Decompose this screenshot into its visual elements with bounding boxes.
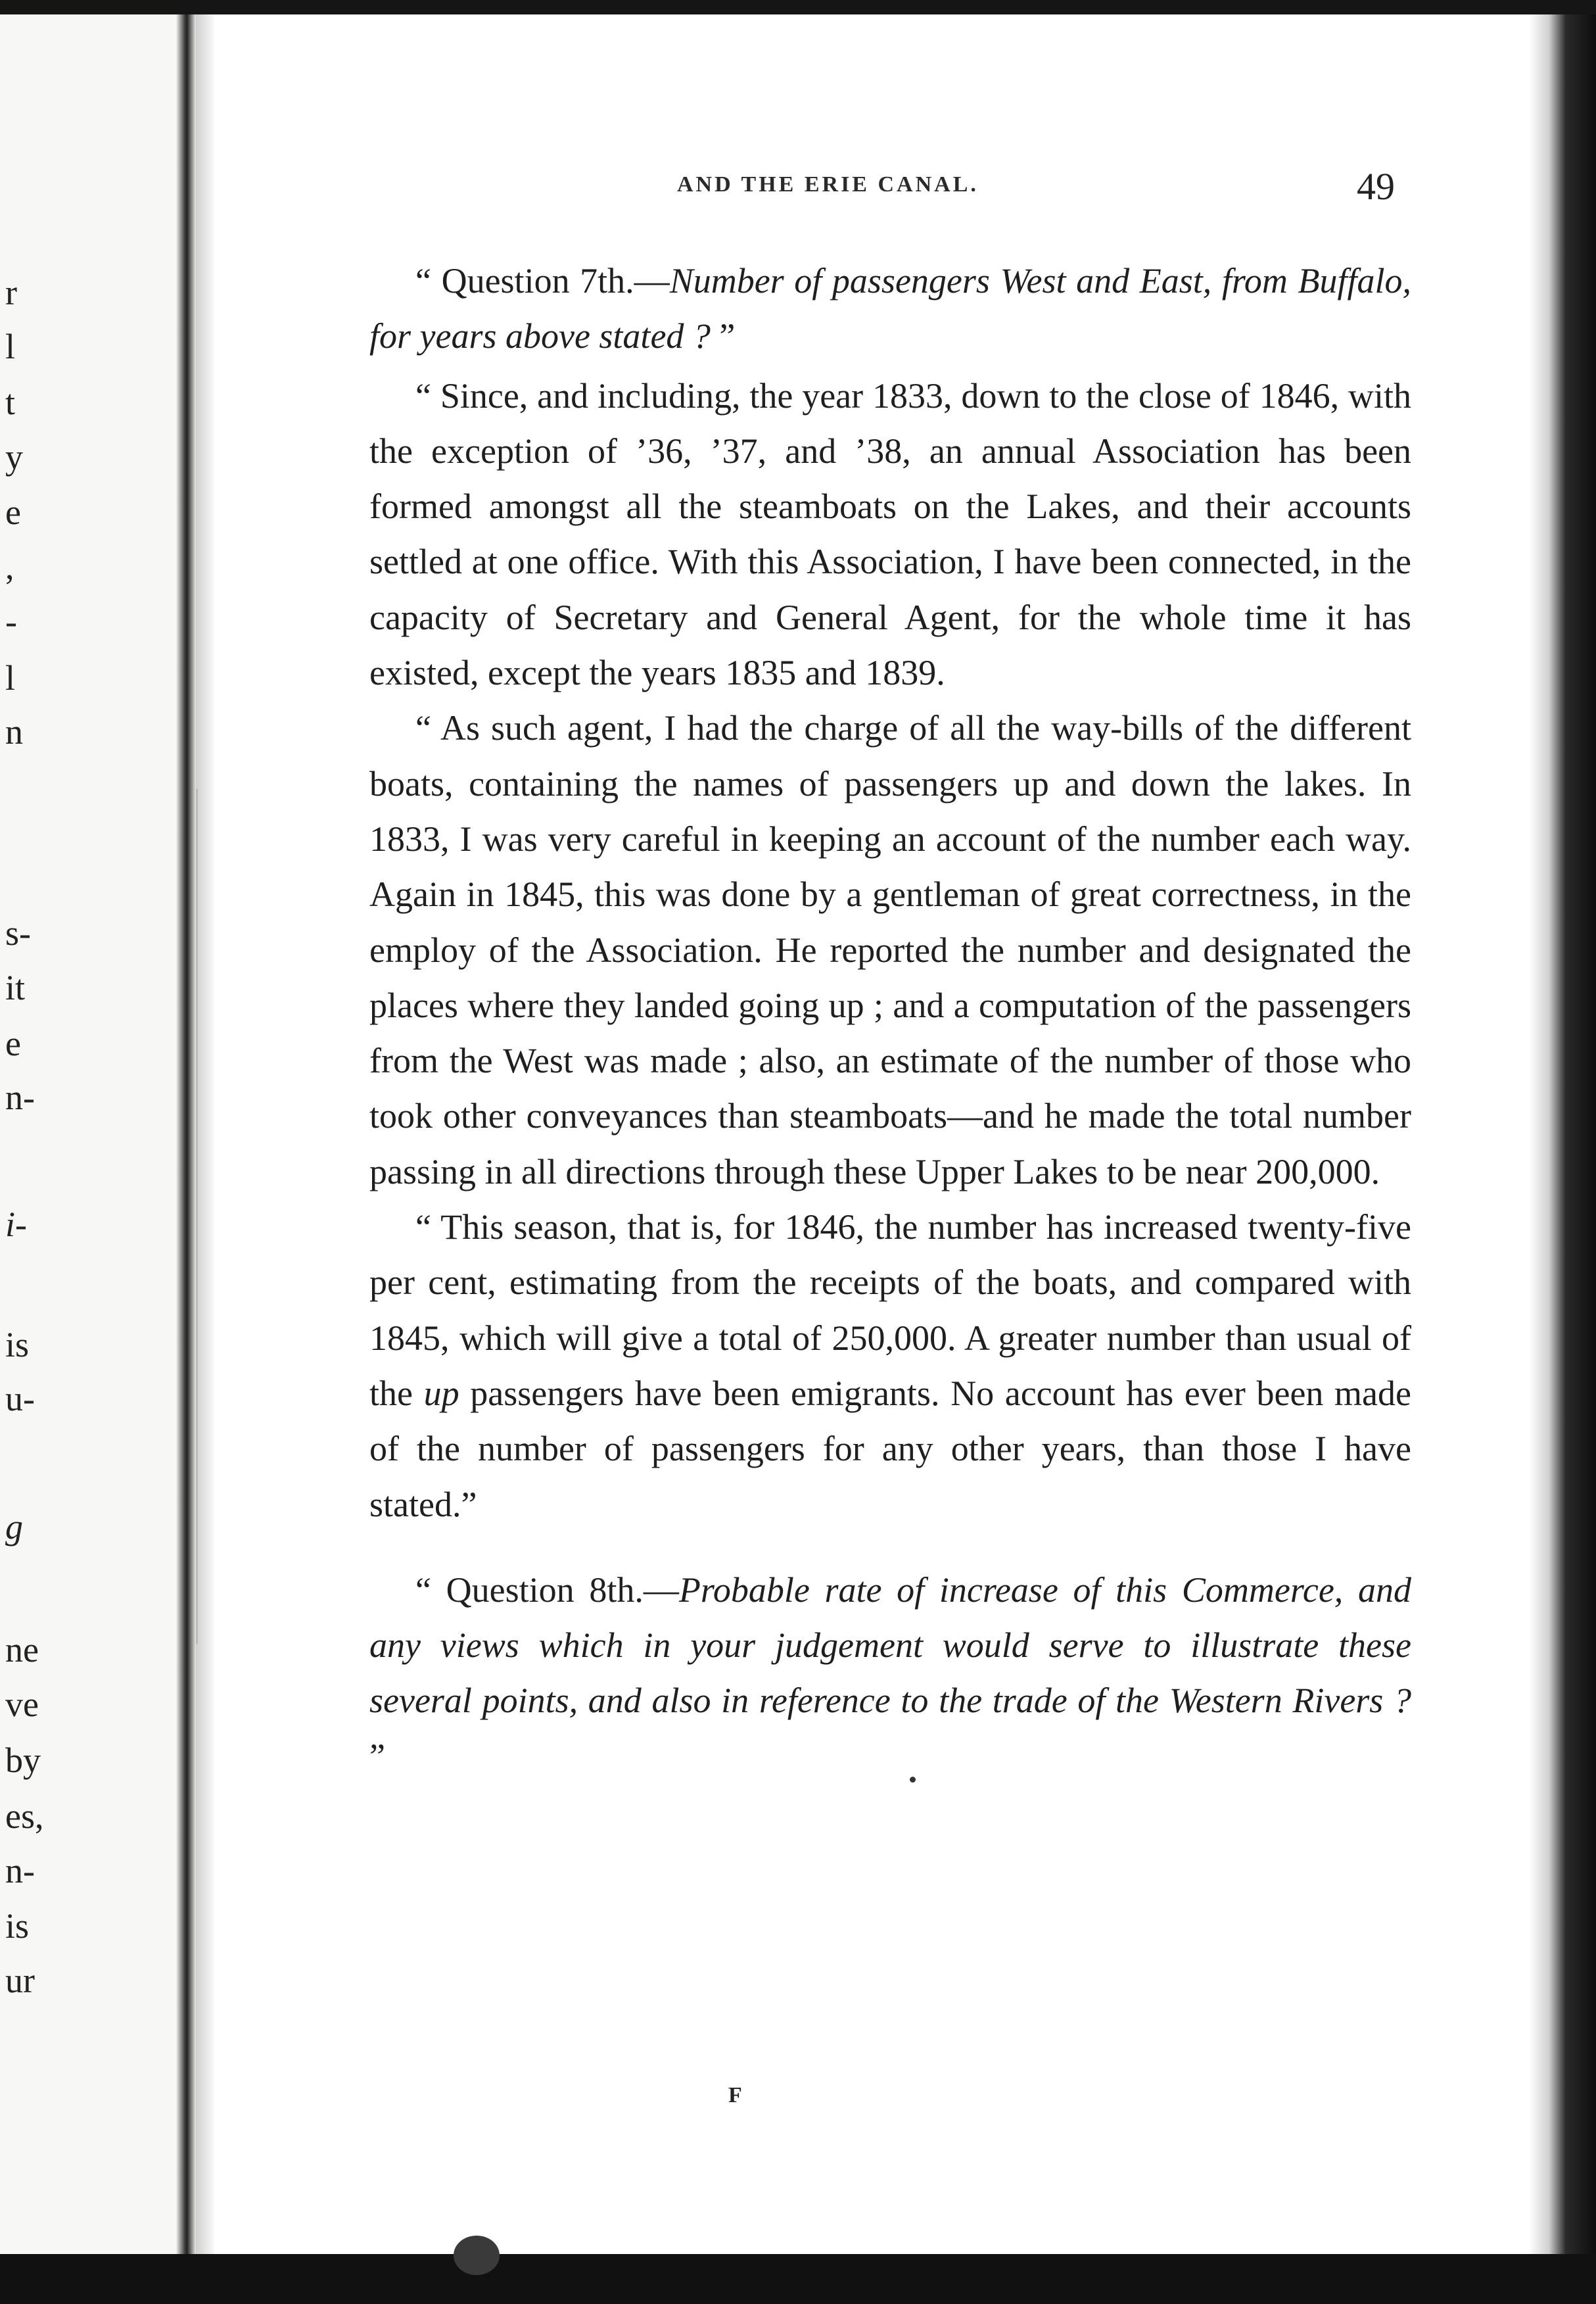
right-page-edge [1529, 14, 1596, 2254]
margin-fragment: is [5, 1906, 30, 1946]
scan-top-border [0, 0, 1596, 14]
ink-speck [910, 1777, 916, 1783]
margin-fragment: by [5, 1740, 41, 1780]
margin-fragment: l [5, 658, 16, 698]
answer-paragraph-3 [369, 1199, 1411, 1532]
paragraph-text: “ This season, that is, for 1846, the number has increased twenty-five per cent, estimating from the receipts of the boats, and compared with 1845, which will give a total of 250,000. A greater number than usual of the [369, 1207, 1411, 1413]
question-text: Number of passengers West and East, from Buffalo, for years above stated ? [369, 261, 1411, 356]
scan-bottom-border [0, 2254, 1596, 2304]
margin-fragment: y [5, 437, 23, 477]
answer-paragraph-1: “ Since, and including, the year 1833, down to the close of 1846, with the exception of ’36, ’37, and ’38, an annual Association has been formed amongst all the steamboats on the Lakes, and their accounts settled at one office. With this Association, I have been connected, in the capacity of Secretary and General Agent, for the whole time it has existed, except the years 1835 and 1839. [369, 375, 1411, 693]
question-label: “ Question 7th.— [415, 261, 670, 300]
closing-quote: ” [710, 316, 736, 356]
margin-fragment: t [5, 383, 16, 422]
margin-fragment: n [5, 712, 23, 752]
emphasis-up: up [423, 1373, 459, 1413]
margin-fragment: e [5, 1024, 21, 1063]
margin-fragment: it [5, 968, 26, 1007]
margin-fragment: n- [5, 1851, 35, 1890]
closing-quote: ” [369, 1736, 385, 1776]
margin-fragment: ne [5, 1630, 39, 1669]
answer-paragraph-2: “ As such agent, I had the charge of all the way-bills of the different boats, containing the names of passengers up and down the lakes. In 1833, I was very careful in keeping an account of the number each way. Again in 1845, this was done by a gentleman of great correctness, in the employ of the Association. He reported the number and designated the places where they landed going up ; and a computation of the passengers from the West was made ; also, an estimate of the number of those who took other conveyances than steamboats—and he made the total number passing in all directions through these Upper Lakes to be near 200,000. [369, 708, 1411, 1191]
page-body [369, 253, 1411, 1784]
page-gutter [196, 14, 214, 2254]
margin-fragment: i- [5, 1205, 27, 1244]
margin-fragment: u- [5, 1379, 35, 1418]
page-number: 49 [1357, 165, 1395, 208]
running-head: AND THE ERIE CANAL. [677, 172, 979, 197]
margin-fragment: r [5, 273, 17, 312]
margin-fragment: ve [5, 1685, 39, 1724]
question-label: “ Question 8th.— [415, 1570, 679, 1610]
signature-mark: F [728, 2083, 742, 2107]
margin-fragment: l [5, 327, 16, 366]
binding-shadow [176, 14, 196, 2254]
margin-fragment: is [5, 1325, 30, 1364]
binding-line [196, 789, 198, 1644]
margin-fragment: n- [5, 1078, 35, 1117]
margin-fragment: g [5, 1507, 23, 1547]
margin-fragment: s- [5, 913, 31, 953]
margin-fragment: es, [5, 1796, 44, 1836]
margin-fragment: e [5, 492, 21, 532]
margin-fragment: ur [5, 1961, 35, 2000]
question-text: Probable rate of increase of this Commerce, and any views which in your judgement would serve to illustrate these several points, and also in reference to the trade of the Western Rivers ? [369, 1570, 1411, 1721]
paper-damage [454, 2236, 500, 2275]
margin-fragment: , [5, 547, 14, 587]
question-8 [369, 1562, 1411, 1784]
margin-fragment: - [5, 602, 17, 641]
question-7 [369, 253, 1411, 364]
paragraph-text: passengers have been emigrants. No account has ever been made of the number of passengers for any other years, than those I have stated.” [369, 1373, 1411, 1524]
